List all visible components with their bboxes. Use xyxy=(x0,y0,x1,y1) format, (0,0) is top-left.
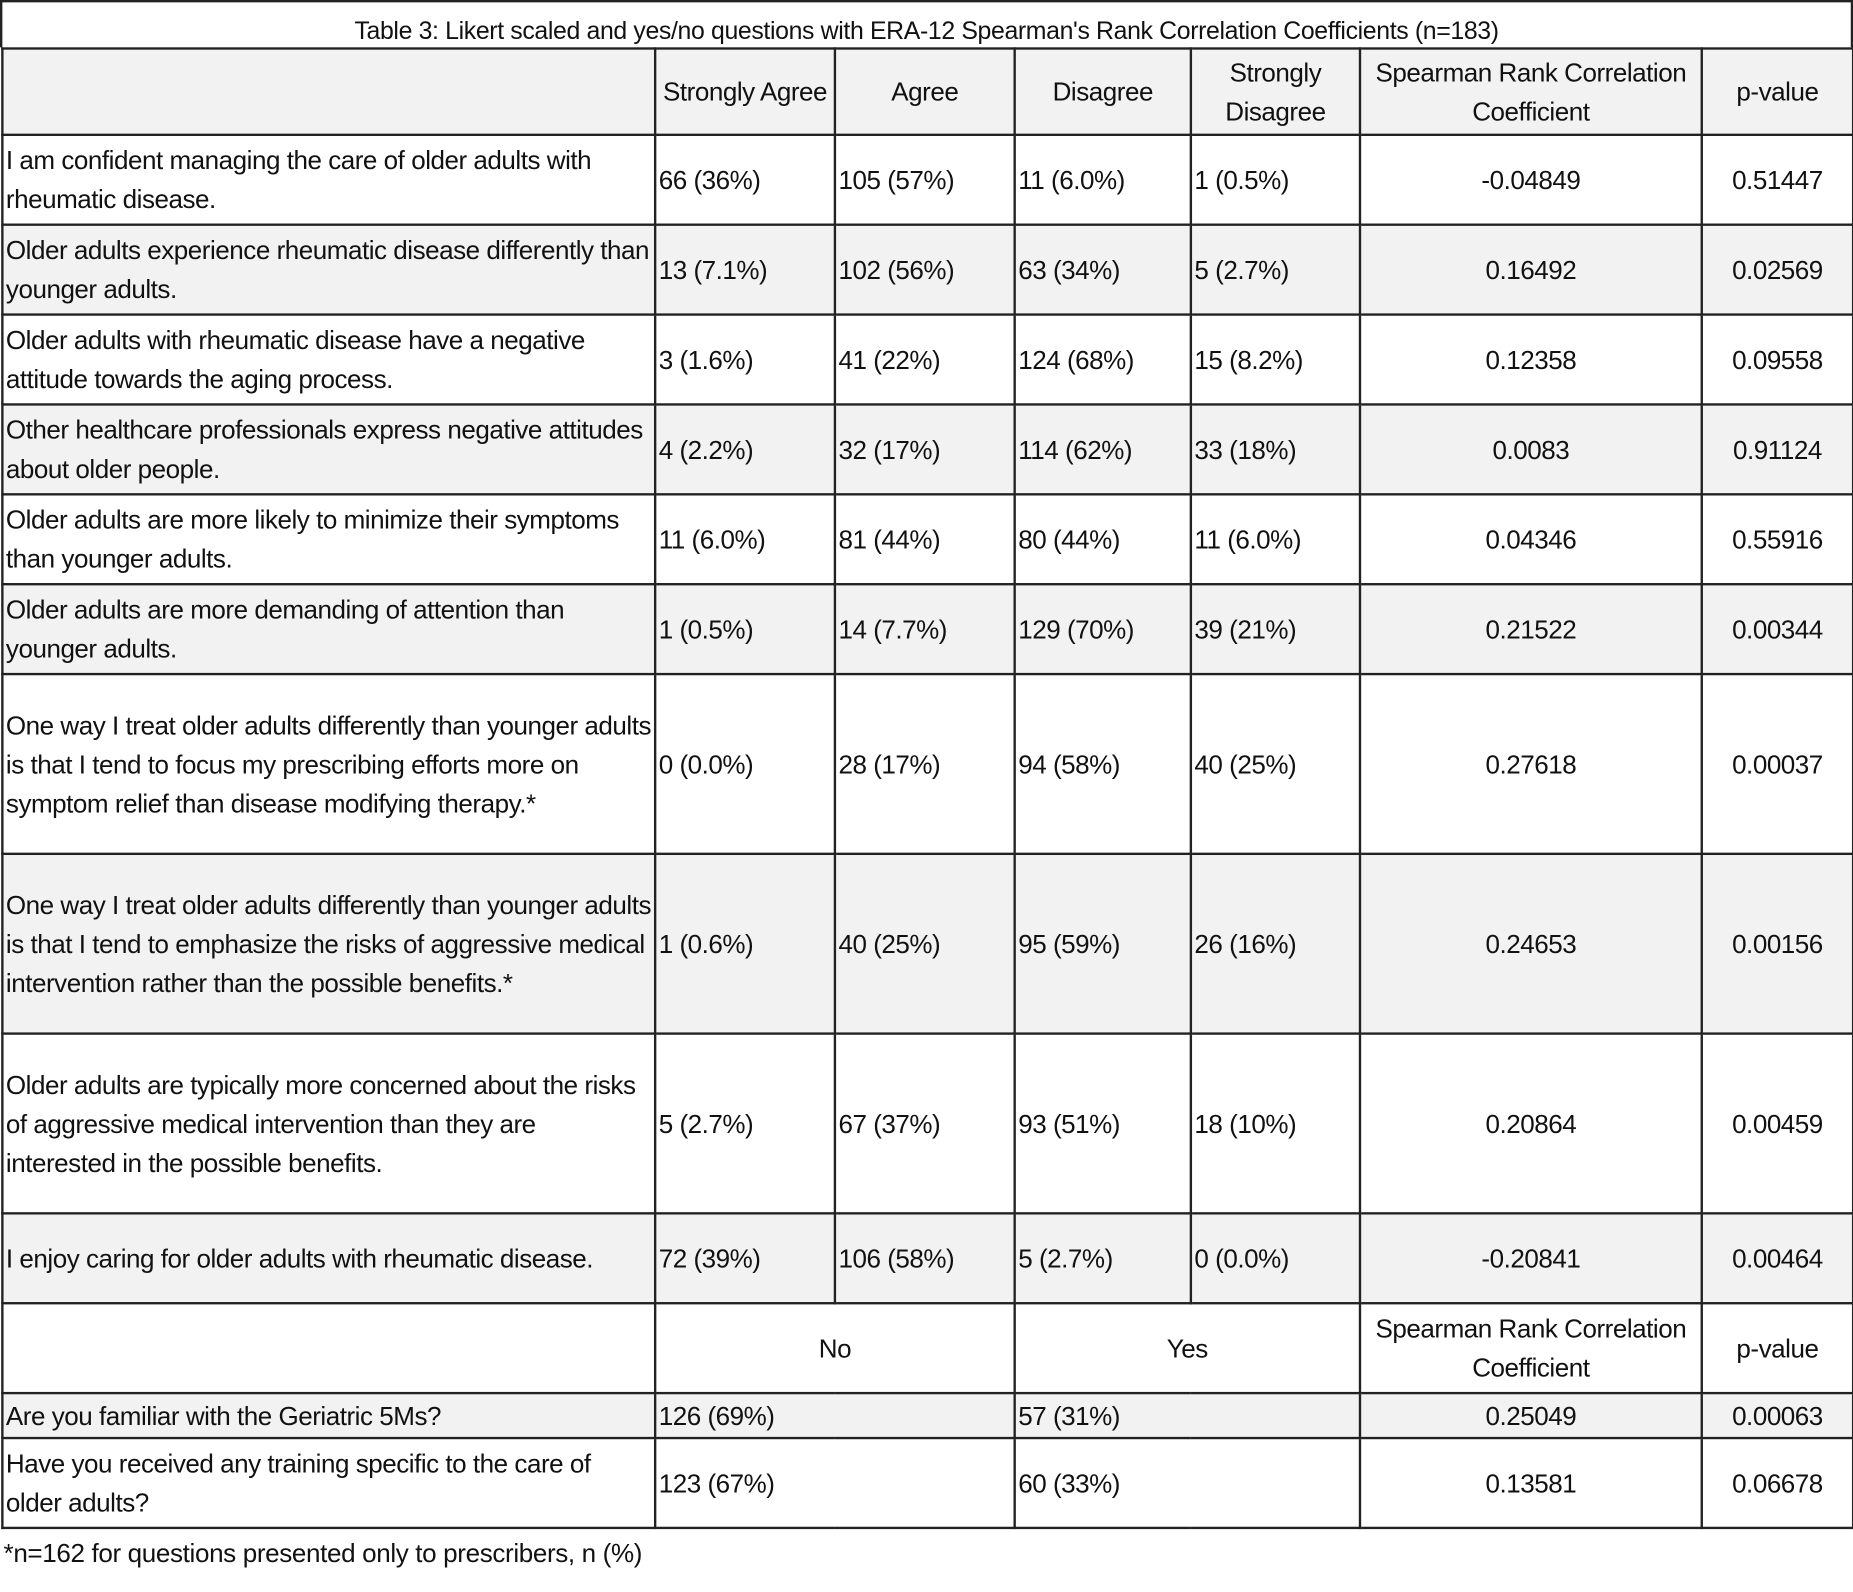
table-cell: Older adults are more demanding of attention than younger adults. xyxy=(2,584,655,674)
table-cell: 11 (6.0%) xyxy=(1015,135,1191,225)
table-cell: 14 (7.7%) xyxy=(835,584,1015,674)
table-cell: 72 (39%) xyxy=(655,1213,835,1303)
table-cell: I am confident managing the care of older adults with rheumatic disease. xyxy=(2,135,655,225)
table-cell: 114 (62%) xyxy=(1015,404,1191,494)
table-cell: 0.51447 xyxy=(1702,135,1853,225)
table-cell: 0.55916 xyxy=(1702,494,1853,584)
table-cell: 0.25049 xyxy=(1360,1393,1702,1438)
table-cell: 106 (58%) xyxy=(835,1213,1015,1303)
table-row xyxy=(2,674,1853,854)
column-header: Disagree xyxy=(1015,48,1191,134)
table-row xyxy=(2,494,1853,584)
table-cell: I enjoy caring for older adults with rheumatic disease. xyxy=(2,1213,655,1303)
table-cell: 57 (31%) xyxy=(1015,1393,1360,1438)
results-table xyxy=(1,47,1853,1529)
table-row xyxy=(2,584,1853,674)
table-row xyxy=(2,1213,1853,1303)
table-cell: 102 (56%) xyxy=(835,225,1015,315)
table-cell: 18 (10%) xyxy=(1191,1034,1360,1214)
table-cell: 124 (68%) xyxy=(1015,315,1191,405)
table-cell: 93 (51%) xyxy=(1015,1034,1191,1214)
table-cell: 0.0083 xyxy=(1360,404,1702,494)
table-cell: -0.20841 xyxy=(1360,1213,1702,1303)
table-cell: 0.24653 xyxy=(1360,854,1702,1034)
column-header: p-value xyxy=(1702,48,1853,134)
table-cell: 3 (1.6%) xyxy=(655,315,835,405)
table-cell: 28 (17%) xyxy=(835,674,1015,854)
table-cell: 0.00459 xyxy=(1702,1034,1853,1214)
table-cell: 0.04346 xyxy=(1360,494,1702,584)
table-cell: 32 (17%) xyxy=(835,404,1015,494)
table-cell: Older adults with rheumatic disease have a negative attitude towards the aging process. xyxy=(2,315,655,405)
table-cell: 81 (44%) xyxy=(835,494,1015,584)
table-cell: 40 (25%) xyxy=(1191,674,1360,854)
table-cell: 39 (21%) xyxy=(1191,584,1360,674)
table-cell: 13 (7.1%) xyxy=(655,225,835,315)
header-row xyxy=(2,48,1853,134)
table-row xyxy=(2,1034,1853,1214)
table-cell: 0.12358 xyxy=(1360,315,1702,405)
table-cell: 0.13581 xyxy=(1360,1438,1702,1528)
table-row xyxy=(2,1438,1853,1528)
column-header: Spearman Rank Correlation Coefficient xyxy=(1360,48,1702,134)
table-cell: 41 (22%) xyxy=(835,315,1015,405)
table-cell: 5 (2.7%) xyxy=(655,1034,835,1214)
table-cell: 26 (16%) xyxy=(1191,854,1360,1034)
table-cell: 5 (2.7%) xyxy=(1191,225,1360,315)
header-row xyxy=(2,1303,1853,1393)
table-cell: 1 (0.6%) xyxy=(655,854,835,1034)
table-cell: 5 (2.7%) xyxy=(1015,1213,1191,1303)
column-header: Strongly Agree xyxy=(655,48,835,134)
table-cell: 11 (6.0%) xyxy=(655,494,835,584)
table-cell: Older adults are more likely to minimize their symptoms than younger adults. xyxy=(2,494,655,584)
table-cell: 80 (44%) xyxy=(1015,494,1191,584)
table-cell: No xyxy=(655,1303,1015,1393)
table-row xyxy=(2,225,1853,315)
table-cell: 40 (25%) xyxy=(835,854,1015,1034)
table-cell: 0.00464 xyxy=(1702,1213,1853,1303)
table-cell: -0.04849 xyxy=(1360,135,1702,225)
table-cell: 126 (69%) xyxy=(655,1393,1015,1438)
table-cell: 1 (0.5%) xyxy=(1191,135,1360,225)
table-cell: 0.02569 xyxy=(1702,225,1853,315)
column-header: Agree xyxy=(835,48,1015,134)
table-cell: 0.00037 xyxy=(1702,674,1853,854)
table-cell: 63 (34%) xyxy=(1015,225,1191,315)
table-cell: Are you familiar with the Geriatric 5Ms? xyxy=(2,1393,655,1438)
table-cell: 0.20864 xyxy=(1360,1034,1702,1214)
table-cell xyxy=(2,1303,655,1393)
table-cell: Spearman Rank Correlation Coefficient xyxy=(1360,1303,1702,1393)
table-cell: 95 (59%) xyxy=(1015,854,1191,1034)
table-cell: 0.91124 xyxy=(1702,404,1853,494)
table-cell: One way I treat older adults differently than younger adults is that I tend to focus my prescribing efforts more on symptom relief than disease modifying therapy.* xyxy=(2,674,655,854)
table-cell: 94 (58%) xyxy=(1015,674,1191,854)
table-row xyxy=(2,135,1853,225)
table-cell: 1 (0.5%) xyxy=(655,584,835,674)
table-cell: 0.00156 xyxy=(1702,854,1853,1034)
table-cell: 0.16492 xyxy=(1360,225,1702,315)
table-cell: Other healthcare professionals express negative attitudes about older people. xyxy=(2,404,655,494)
table-cell: 15 (8.2%) xyxy=(1191,315,1360,405)
table-cell: 0.06678 xyxy=(1702,1438,1853,1528)
table-cell: Older adults experience rheumatic disease differently than younger adults. xyxy=(2,225,655,315)
table-cell: p-value xyxy=(1702,1303,1853,1393)
table-row xyxy=(2,404,1853,494)
table-cell: 0.21522 xyxy=(1360,584,1702,674)
table-cell: 0.00344 xyxy=(1702,584,1853,674)
table-cell: 11 (6.0%) xyxy=(1191,494,1360,584)
table-cell: 67 (37%) xyxy=(835,1034,1015,1214)
table-cell: Older adults are typically more concerned about the risks of aggressive medical intervention than they are interested in the possible benefits. xyxy=(2,1034,655,1214)
table-cell: 0.00063 xyxy=(1702,1393,1853,1438)
table-cell: 0.09558 xyxy=(1702,315,1853,405)
table-cell: One way I treat older adults differently than younger adults is that I tend to emphasize the risks of aggressive medical intervention rather than the possible benefits.* xyxy=(2,854,655,1034)
table-row xyxy=(2,315,1853,405)
footnote: *n=162 for questions presented only to prescribers, n (%) xyxy=(3,1538,643,1569)
table-title: Table 3: Likert scaled and yes/no questions with ERA-12 Spearman's Rank Correlation Coefficients (n=183) xyxy=(0,0,1853,47)
table-row xyxy=(2,854,1853,1034)
table-cell: 0.27618 xyxy=(1360,674,1702,854)
table-row xyxy=(2,1393,1853,1438)
table-cell: Have you received any training specific to the care of older adults? xyxy=(2,1438,655,1528)
column-header xyxy=(2,48,655,134)
table-cell: 123 (67%) xyxy=(655,1438,1015,1528)
table-cell: Yes xyxy=(1015,1303,1360,1393)
table-cell: 0 (0.0%) xyxy=(655,674,835,854)
table-cell: 66 (36%) xyxy=(655,135,835,225)
table-cell: 0 (0.0%) xyxy=(1191,1213,1360,1303)
table-cell: 60 (33%) xyxy=(1015,1438,1360,1528)
table-cell: 129 (70%) xyxy=(1015,584,1191,674)
table-cell: 33 (18%) xyxy=(1191,404,1360,494)
table-cell: 4 (2.2%) xyxy=(655,404,835,494)
table-cell: 105 (57%) xyxy=(835,135,1015,225)
column-header: Strongly Disagree xyxy=(1191,48,1360,134)
